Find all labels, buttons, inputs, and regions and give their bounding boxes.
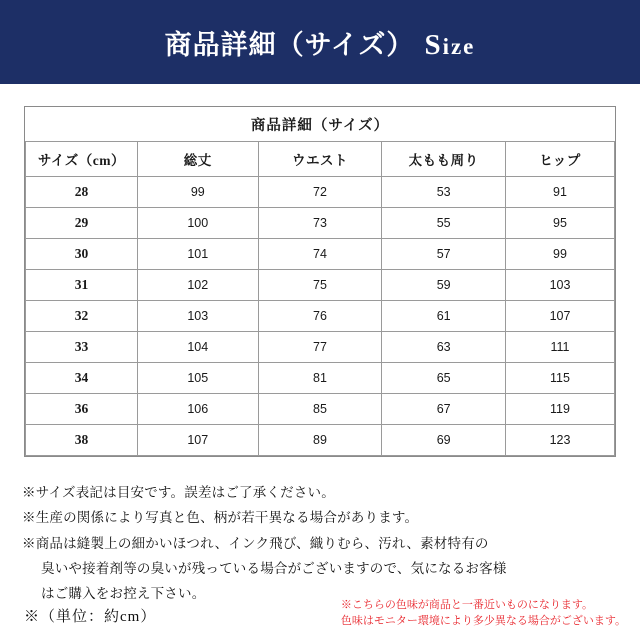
cell-hip: 95 [506,208,615,239]
color-disclaimer [341,598,626,630]
cell-hip: 103 [506,270,615,301]
page-title: 商品詳細（サイズ） [164,29,415,60]
note-line-5: はご購入をお控え下さい。 [41,586,206,601]
cell-size: 38 [26,425,138,456]
cell-waist: 74 [258,239,382,270]
cell-waist: 73 [258,208,382,239]
cell-size: 32 [26,301,138,332]
cell-size: 29 [26,208,138,239]
cell-total-length: 99 [137,177,258,208]
cell-waist: 72 [258,177,382,208]
column-header-total-length: 総丈 [137,142,258,177]
table-row [26,425,615,456]
cell-waist: 76 [258,301,382,332]
cell-hip: 99 [506,239,615,270]
cell-thigh: 69 [382,425,506,456]
cell-total-length: 101 [137,239,258,270]
table-row [26,363,615,394]
cell-thigh: 55 [382,208,506,239]
cell-thigh: 63 [382,332,506,363]
cell-thigh: 61 [382,301,506,332]
cell-hip: 111 [506,332,615,363]
cell-size: 34 [26,363,138,394]
cell-hip: 107 [506,301,615,332]
note-line-4: 臭いや接着剤等の臭いが残っている場合がございますので、気になるお客様 [41,560,507,576]
note-line-2: ※生産の関係により写真と色、柄が若干異なる場合があります。 [22,510,419,526]
cell-waist: 77 [258,332,382,363]
page-subtitle-capital: S [424,28,443,61]
cell-thigh: 53 [382,177,506,208]
cell-size: 30 [26,239,138,270]
table-row [26,239,615,270]
cell-size: 31 [26,270,138,301]
table-row [26,208,615,239]
cell-thigh: 57 [382,239,506,270]
header-inner [165,23,476,62]
cell-total-length: 105 [137,363,258,394]
page-header-banner [0,0,640,84]
cell-waist: 89 [258,425,382,456]
column-header-hip: ヒップ [506,142,615,177]
color-disclaimer-line-2: 色味はモニター環境により多少異なる場合がございます。 [340,615,626,628]
size-table [25,107,615,456]
cell-total-length: 106 [137,394,258,425]
cell-total-length: 107 [137,425,258,456]
cell-total-length: 102 [137,270,258,301]
column-header-waist: ウエスト [258,142,382,177]
unit-note: ※（単位：約cm） [24,609,157,625]
table-header-row [26,142,615,177]
notes-section [22,483,616,604]
column-header-size: サイズ（cm） [26,142,138,177]
page-subtitle [424,29,475,62]
cell-thigh: 65 [382,363,506,394]
table-row [26,332,615,363]
cell-hip: 119 [506,394,615,425]
table-caption: 商品詳細（サイズ） [26,107,615,142]
cell-size: 28 [26,177,138,208]
table-row [26,177,615,208]
table-row [26,301,615,332]
footer-section [0,588,640,640]
cell-size: 36 [26,394,138,425]
cell-waist: 75 [258,270,382,301]
cell-waist: 85 [258,394,382,425]
cell-total-length: 104 [137,332,258,363]
color-disclaimer-line-1: ※こちらの色味が商品と一番近いものになります。 [340,599,593,612]
cell-size: 33 [26,332,138,363]
table-row [26,394,615,425]
cell-waist: 81 [258,363,382,394]
column-header-thigh: 太もも周り [382,142,506,177]
cell-hip: 91 [506,177,615,208]
cell-hip: 123 [506,425,615,456]
cell-thigh: 67 [382,394,506,425]
page-subtitle-rest: ize [442,33,476,59]
cell-total-length: 100 [137,208,258,239]
size-table-container [24,106,616,457]
table-caption-row [26,107,615,142]
cell-hip: 115 [506,363,615,394]
note-line-3: ※商品は縫製上の細かいほつれ、インク飛び、織りむら、汚れ、素材特有の [22,535,489,551]
note-line-1: ※サイズ表記は目安です。誤差はご了承ください。 [22,485,335,500]
cell-total-length: 103 [137,301,258,332]
cell-thigh: 59 [382,270,506,301]
table-row [26,270,615,301]
